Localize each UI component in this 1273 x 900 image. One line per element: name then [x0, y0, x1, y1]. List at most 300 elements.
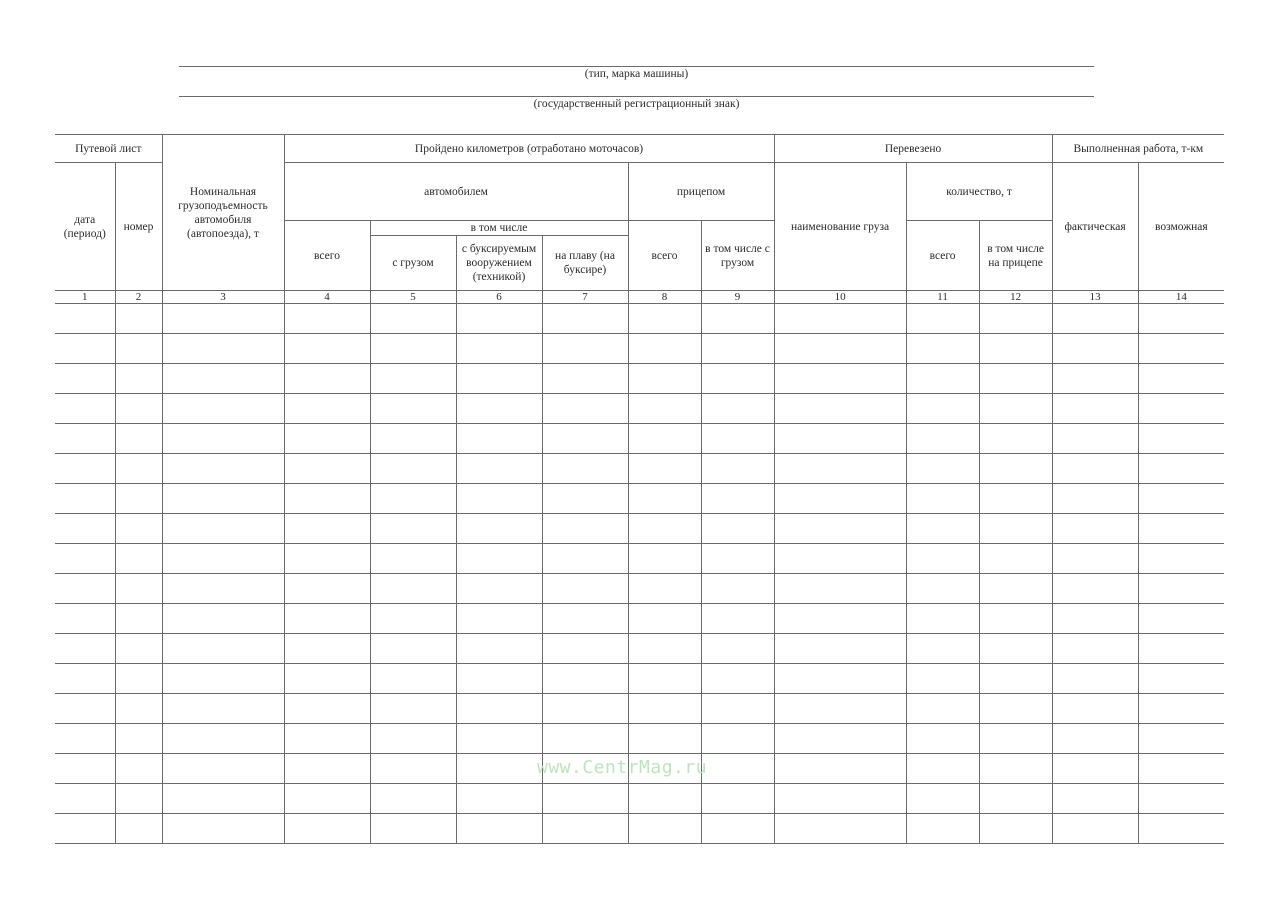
- table-cell[interactable]: [979, 424, 1052, 454]
- table-cell[interactable]: [284, 694, 370, 724]
- table-cell[interactable]: [115, 484, 162, 514]
- table-cell[interactable]: [55, 484, 115, 514]
- header-number: номер: [115, 163, 162, 291]
- table-cell[interactable]: [701, 754, 774, 784]
- table-row: [55, 784, 1224, 814]
- table-row: [55, 634, 1224, 664]
- table-cell[interactable]: [774, 724, 906, 754]
- table-cell[interactable]: [370, 364, 456, 394]
- table-cell[interactable]: [55, 334, 115, 364]
- table-cell[interactable]: [1138, 484, 1224, 514]
- table-cell[interactable]: [370, 604, 456, 634]
- table-cell[interactable]: [1052, 604, 1138, 634]
- table-cell[interactable]: [542, 394, 628, 424]
- table-cell[interactable]: [162, 694, 284, 724]
- table-cell[interactable]: [456, 604, 542, 634]
- table-cell[interactable]: [115, 604, 162, 634]
- header-waybill: Путевой лист: [55, 135, 162, 163]
- table-cell[interactable]: [542, 784, 628, 814]
- table-cell[interactable]: [1052, 304, 1138, 334]
- table-cell[interactable]: [774, 604, 906, 634]
- table-cell[interactable]: [284, 814, 370, 844]
- table-cell[interactable]: [906, 784, 979, 814]
- table-cell[interactable]: [628, 514, 701, 544]
- header-by-vehicle: автомобилем: [284, 163, 628, 221]
- table-cell[interactable]: [456, 694, 542, 724]
- table-cell[interactable]: [370, 424, 456, 454]
- table-cell[interactable]: [701, 724, 774, 754]
- table-cell[interactable]: [701, 664, 774, 694]
- table-cell[interactable]: [774, 394, 906, 424]
- table-cell[interactable]: [542, 664, 628, 694]
- table-cell[interactable]: [774, 424, 906, 454]
- table-cell[interactable]: [162, 544, 284, 574]
- table-cell[interactable]: [906, 304, 979, 334]
- table-cell[interactable]: [284, 514, 370, 544]
- table-cell[interactable]: [701, 784, 774, 814]
- registration-rule: [179, 96, 1094, 97]
- table-cell[interactable]: [1052, 634, 1138, 664]
- table-cell[interactable]: [284, 634, 370, 664]
- table-cell[interactable]: [162, 424, 284, 454]
- table-cell[interactable]: [456, 424, 542, 454]
- table-cell[interactable]: [979, 604, 1052, 634]
- table-cell[interactable]: [774, 754, 906, 784]
- column-number: 5: [370, 291, 456, 304]
- table-cell[interactable]: [979, 694, 1052, 724]
- table-cell[interactable]: [1138, 604, 1224, 634]
- column-number: 4: [284, 291, 370, 304]
- table-cell[interactable]: [115, 424, 162, 454]
- table-cell[interactable]: [115, 694, 162, 724]
- table-cell[interactable]: [979, 394, 1052, 424]
- table-cell[interactable]: [906, 724, 979, 754]
- table-cell[interactable]: [542, 364, 628, 394]
- table-cell[interactable]: [628, 604, 701, 634]
- table-cell[interactable]: [162, 334, 284, 364]
- table-cell[interactable]: [774, 454, 906, 484]
- table-cell[interactable]: [628, 634, 701, 664]
- table-cell[interactable]: [979, 664, 1052, 694]
- table-cell[interactable]: [370, 754, 456, 784]
- table-cell[interactable]: [284, 394, 370, 424]
- table-cell[interactable]: [456, 544, 542, 574]
- table-cell[interactable]: [542, 574, 628, 604]
- table-cell[interactable]: [456, 664, 542, 694]
- table-cell[interactable]: [115, 634, 162, 664]
- table-cell[interactable]: [284, 664, 370, 694]
- table-cell[interactable]: [628, 394, 701, 424]
- table-cell[interactable]: [370, 304, 456, 334]
- vehicle-type-rule: [179, 66, 1094, 67]
- table-cell[interactable]: [701, 394, 774, 424]
- table-cell[interactable]: [979, 814, 1052, 844]
- header-possible: возможная: [1138, 163, 1224, 291]
- table-cell[interactable]: [1052, 364, 1138, 394]
- table-cell[interactable]: [55, 364, 115, 394]
- table-cell[interactable]: [456, 814, 542, 844]
- table-cell[interactable]: [628, 484, 701, 514]
- table-cell[interactable]: [456, 724, 542, 754]
- table-cell[interactable]: [115, 334, 162, 364]
- table-cell[interactable]: [774, 694, 906, 724]
- table-cell[interactable]: [979, 724, 1052, 754]
- table-cell[interactable]: [1138, 334, 1224, 364]
- table-cell[interactable]: [979, 754, 1052, 784]
- column-number: 9: [701, 291, 774, 304]
- table-cell[interactable]: [370, 484, 456, 514]
- table-cell[interactable]: [456, 334, 542, 364]
- table-cell[interactable]: [542, 424, 628, 454]
- table-cell[interactable]: [1138, 514, 1224, 544]
- table-cell[interactable]: [55, 424, 115, 454]
- table-cell[interactable]: [1052, 574, 1138, 604]
- table-cell[interactable]: [1052, 544, 1138, 574]
- table-cell[interactable]: [701, 634, 774, 664]
- table-cell[interactable]: [701, 814, 774, 844]
- table-cell[interactable]: [979, 364, 1052, 394]
- table-cell[interactable]: [162, 664, 284, 694]
- table-cell[interactable]: [162, 754, 284, 784]
- table-cell[interactable]: [542, 634, 628, 664]
- table-cell[interactable]: [542, 724, 628, 754]
- table-row: [55, 364, 1224, 394]
- table-cell[interactable]: [370, 574, 456, 604]
- table-cell[interactable]: [456, 634, 542, 664]
- table-row: [55, 544, 1224, 574]
- table-cell[interactable]: [979, 454, 1052, 484]
- header-date: дата (период): [55, 163, 115, 291]
- table-cell[interactable]: [1138, 394, 1224, 424]
- table-cell[interactable]: [55, 394, 115, 424]
- table-cell[interactable]: [456, 304, 542, 334]
- table-row: [55, 484, 1224, 514]
- table-cell[interactable]: [774, 334, 906, 364]
- table-cell[interactable]: [1052, 784, 1138, 814]
- table-cell[interactable]: [979, 784, 1052, 814]
- table-cell[interactable]: [1052, 814, 1138, 844]
- table-cell[interactable]: [115, 514, 162, 544]
- table-cell[interactable]: [542, 304, 628, 334]
- table-cell[interactable]: [628, 664, 701, 694]
- table-cell[interactable]: [1138, 724, 1224, 754]
- table-cell[interactable]: [906, 454, 979, 484]
- table-cell[interactable]: [979, 544, 1052, 574]
- table-cell[interactable]: [284, 454, 370, 484]
- table-cell[interactable]: [1138, 814, 1224, 844]
- table-cell[interactable]: [701, 424, 774, 454]
- table-cell[interactable]: [115, 304, 162, 334]
- table-cell[interactable]: [55, 514, 115, 544]
- table-cell[interactable]: [701, 574, 774, 604]
- table-cell[interactable]: [906, 634, 979, 664]
- table-cell[interactable]: [162, 724, 284, 754]
- table-cell[interactable]: [115, 754, 162, 784]
- table-cell[interactable]: [115, 664, 162, 694]
- table-cell[interactable]: [1052, 424, 1138, 454]
- column-number: 13: [1052, 291, 1138, 304]
- table-cell[interactable]: [701, 544, 774, 574]
- registration-caption: (государственный регистрационный знак): [533, 98, 740, 110]
- table-row: [55, 334, 1224, 364]
- table-cell[interactable]: [906, 424, 979, 454]
- header-by-trailer: прицепом: [628, 163, 774, 221]
- table-cell[interactable]: [1138, 304, 1224, 334]
- table-cell[interactable]: [370, 694, 456, 724]
- table-cell[interactable]: [370, 394, 456, 424]
- header-including: в том числе: [370, 221, 628, 236]
- table-cell[interactable]: [1138, 454, 1224, 484]
- table-cell[interactable]: [115, 724, 162, 754]
- table-cell[interactable]: [284, 604, 370, 634]
- table-cell[interactable]: [162, 484, 284, 514]
- table-cell[interactable]: [906, 484, 979, 514]
- table-cell[interactable]: [774, 784, 906, 814]
- table-cell[interactable]: [628, 424, 701, 454]
- table-cell[interactable]: [628, 334, 701, 364]
- table-cell[interactable]: [542, 544, 628, 574]
- table-cell[interactable]: [370, 544, 456, 574]
- table-cell[interactable]: [542, 484, 628, 514]
- table-cell[interactable]: [979, 334, 1052, 364]
- table-cell[interactable]: [701, 364, 774, 394]
- table-cell[interactable]: [628, 454, 701, 484]
- table-cell[interactable]: [456, 784, 542, 814]
- table-cell[interactable]: [979, 574, 1052, 604]
- table-cell[interactable]: [542, 334, 628, 364]
- table-cell[interactable]: [979, 634, 1052, 664]
- header-loaded: с грузом: [370, 236, 456, 291]
- table-row: [55, 454, 1224, 484]
- table-cell[interactable]: [55, 304, 115, 334]
- table-cell[interactable]: [628, 574, 701, 604]
- header-work: Выполненная работа, т-км: [1052, 135, 1224, 163]
- table-cell[interactable]: [701, 304, 774, 334]
- table-cell[interactable]: [906, 694, 979, 724]
- table-cell[interactable]: [284, 424, 370, 454]
- table-cell[interactable]: [370, 454, 456, 484]
- mileage-table: [55, 134, 1224, 844]
- table-cell[interactable]: [284, 724, 370, 754]
- registration-line: [179, 96, 1094, 110]
- table-cell[interactable]: [370, 634, 456, 664]
- table-cell[interactable]: [55, 544, 115, 574]
- header-vehicle-total: всего: [284, 221, 370, 291]
- table-cell[interactable]: [1052, 334, 1138, 364]
- header-towed: с буксируемым вооружением (техникой): [456, 236, 542, 291]
- table-cell[interactable]: [774, 574, 906, 604]
- table-cell[interactable]: [456, 454, 542, 484]
- table-cell[interactable]: [628, 784, 701, 814]
- table-cell[interactable]: [979, 484, 1052, 514]
- table-cell[interactable]: [115, 574, 162, 604]
- column-number: 8: [628, 291, 701, 304]
- column-number: 11: [906, 291, 979, 304]
- table-cell[interactable]: [370, 784, 456, 814]
- header-trailer-total: всего: [628, 221, 701, 291]
- table-cell[interactable]: [906, 544, 979, 574]
- table-cell[interactable]: [774, 814, 906, 844]
- table-cell[interactable]: [55, 814, 115, 844]
- table-cell[interactable]: [115, 394, 162, 424]
- table-cell[interactable]: [115, 814, 162, 844]
- table-cell[interactable]: [284, 334, 370, 364]
- table-cell[interactable]: [55, 634, 115, 664]
- table-cell[interactable]: [701, 454, 774, 484]
- table-cell[interactable]: [55, 454, 115, 484]
- table-cell[interactable]: [1138, 664, 1224, 694]
- table-cell[interactable]: [628, 544, 701, 574]
- table-cell[interactable]: [284, 364, 370, 394]
- table-cell[interactable]: [906, 364, 979, 394]
- table-cell[interactable]: [456, 484, 542, 514]
- column-number: 10: [774, 291, 906, 304]
- header-afloat: на плаву (на буксире): [542, 236, 628, 291]
- table-cell[interactable]: [55, 664, 115, 694]
- header-quantity: количество, т: [906, 163, 1052, 221]
- header-cargo-name: наименование груза: [774, 163, 906, 291]
- column-number: 6: [456, 291, 542, 304]
- table-cell[interactable]: [370, 814, 456, 844]
- table-cell[interactable]: [979, 304, 1052, 334]
- table-cell[interactable]: [456, 364, 542, 394]
- table-cell[interactable]: [906, 814, 979, 844]
- column-number: 1: [55, 291, 115, 304]
- table-cell[interactable]: [774, 484, 906, 514]
- table-cell[interactable]: [542, 694, 628, 724]
- table-cell[interactable]: [542, 604, 628, 634]
- table-cell[interactable]: [774, 634, 906, 664]
- table-cell[interactable]: [55, 694, 115, 724]
- table-cell[interactable]: [284, 544, 370, 574]
- table-cell[interactable]: [628, 814, 701, 844]
- table-cell[interactable]: [701, 694, 774, 724]
- table-cell[interactable]: [456, 394, 542, 424]
- table-cell[interactable]: [979, 514, 1052, 544]
- table-cell[interactable]: [906, 574, 979, 604]
- table-cell[interactable]: [115, 364, 162, 394]
- table-cell[interactable]: [162, 514, 284, 544]
- table-cell[interactable]: [456, 754, 542, 784]
- table-cell[interactable]: [115, 454, 162, 484]
- table-cell[interactable]: [628, 724, 701, 754]
- table-cell[interactable]: [1138, 364, 1224, 394]
- table-cell[interactable]: [55, 574, 115, 604]
- table-cell[interactable]: [1138, 544, 1224, 574]
- table-cell[interactable]: [1052, 484, 1138, 514]
- table-cell[interactable]: [542, 814, 628, 844]
- table-cell[interactable]: [628, 304, 701, 334]
- vehicle-type-caption: (тип, марка машины): [584, 68, 689, 80]
- table-row: [55, 664, 1224, 694]
- table-cell[interactable]: [542, 514, 628, 544]
- table-cell[interactable]: [370, 334, 456, 364]
- table-cell[interactable]: [906, 664, 979, 694]
- table-cell[interactable]: [162, 394, 284, 424]
- table-cell[interactable]: [162, 364, 284, 394]
- table-cell[interactable]: [701, 334, 774, 364]
- table-cell[interactable]: [55, 604, 115, 634]
- table-cell[interactable]: [162, 454, 284, 484]
- table-cell[interactable]: [701, 514, 774, 544]
- table-cell[interactable]: [1052, 514, 1138, 544]
- table-cell[interactable]: [774, 304, 906, 334]
- table-cell[interactable]: [1138, 754, 1224, 784]
- column-number: 3: [162, 291, 284, 304]
- table-cell[interactable]: [456, 574, 542, 604]
- table-cell[interactable]: [542, 454, 628, 484]
- table-cell[interactable]: [774, 664, 906, 694]
- table-cell[interactable]: [628, 694, 701, 724]
- table-cell[interactable]: [1138, 694, 1224, 724]
- table-cell[interactable]: [456, 514, 542, 544]
- table-cell[interactable]: [774, 364, 906, 394]
- table-cell[interactable]: [1052, 724, 1138, 754]
- header-distance: Пройдено километров (отработано моточасов): [284, 135, 774, 163]
- table-cell[interactable]: [284, 574, 370, 604]
- table-cell[interactable]: [370, 724, 456, 754]
- table-row: [55, 574, 1224, 604]
- table-cell[interactable]: [162, 574, 284, 604]
- table-row: [55, 694, 1224, 724]
- vehicle-type-line: [179, 66, 1094, 80]
- table-cell[interactable]: [115, 784, 162, 814]
- table-cell[interactable]: [1052, 394, 1138, 424]
- table-cell[interactable]: [774, 514, 906, 544]
- table-cell[interactable]: [284, 304, 370, 334]
- table-cell[interactable]: [162, 304, 284, 334]
- header-transported: Перевезено: [774, 135, 1052, 163]
- table-cell[interactable]: [1138, 424, 1224, 454]
- column-numbers-row: [55, 291, 1224, 304]
- table-cell[interactable]: [628, 364, 701, 394]
- table-cell[interactable]: [162, 634, 284, 664]
- table-cell[interactable]: [906, 754, 979, 784]
- column-number: 7: [542, 291, 628, 304]
- table-cell[interactable]: [284, 484, 370, 514]
- table-cell[interactable]: [906, 604, 979, 634]
- table-cell[interactable]: [906, 394, 979, 424]
- table-cell[interactable]: [284, 754, 370, 784]
- table-cell[interactable]: [284, 784, 370, 814]
- table-cell[interactable]: [774, 544, 906, 574]
- table-cell[interactable]: [1052, 694, 1138, 724]
- table-cell[interactable]: [906, 334, 979, 364]
- table-cell[interactable]: [55, 724, 115, 754]
- table-cell[interactable]: [162, 604, 284, 634]
- table-cell[interactable]: [1138, 634, 1224, 664]
- header-capacity: Номинальная грузоподъемность автомобиля (автопоезда), т: [162, 135, 284, 291]
- table-cell[interactable]: [370, 514, 456, 544]
- table-cell[interactable]: [162, 814, 284, 844]
- table-cell[interactable]: [55, 784, 115, 814]
- table-row: [55, 604, 1224, 634]
- table-cell[interactable]: [1138, 574, 1224, 604]
- table-cell[interactable]: [701, 484, 774, 514]
- table-cell[interactable]: [906, 514, 979, 544]
- table-cell[interactable]: [370, 664, 456, 694]
- table-row: [55, 514, 1224, 544]
- table-cell[interactable]: [1138, 784, 1224, 814]
- table-cell[interactable]: [701, 604, 774, 634]
- header-actual: фактическая: [1052, 163, 1138, 291]
- table-cell[interactable]: [115, 544, 162, 574]
- table-cell[interactable]: [55, 754, 115, 784]
- table-cell[interactable]: [1052, 664, 1138, 694]
- table-cell[interactable]: [162, 784, 284, 814]
- table-cell[interactable]: [1052, 454, 1138, 484]
- table-cell[interactable]: [1052, 754, 1138, 784]
